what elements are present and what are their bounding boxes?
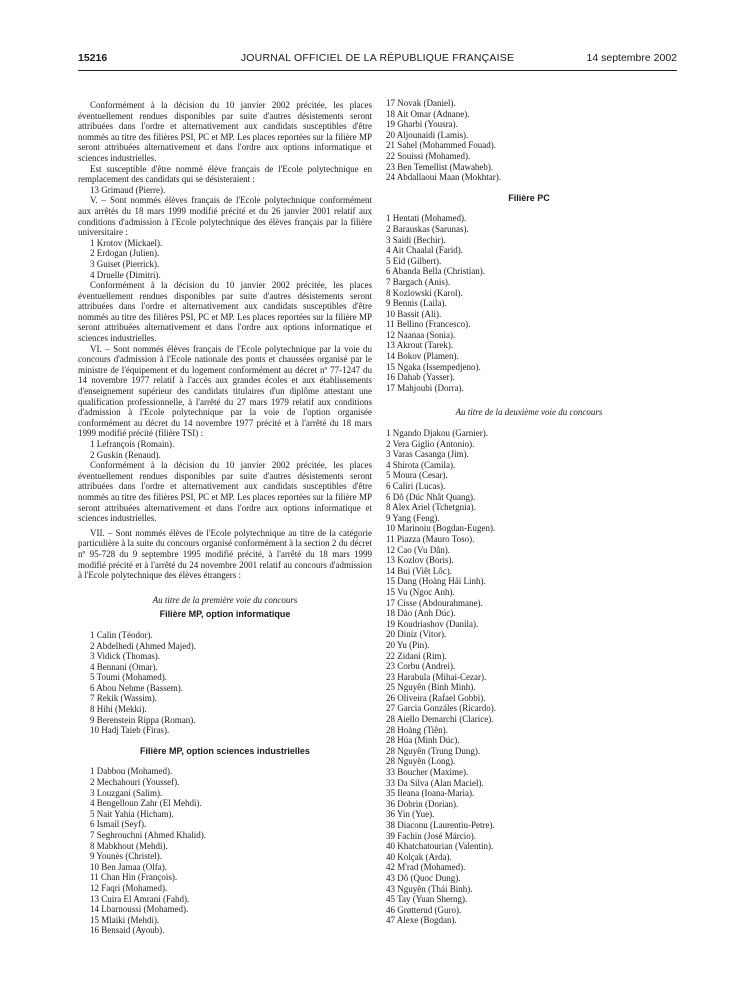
list-item: 22 Souissi (Mohamed). bbox=[386, 150, 471, 161]
list-item: 4 Bengelloun Zahr (El Mehdi). bbox=[90, 798, 202, 809]
list-item: 20 Aljounaidi (Lamis). bbox=[386, 129, 469, 140]
list-item: 2 Barauskas (Sarunas). bbox=[386, 223, 469, 234]
list-item: 16 Dahab (Yasser). bbox=[386, 372, 455, 383]
section-heading: Filière MP, option informatique bbox=[159, 609, 291, 620]
list-item: 47 Alexe (Bogdan). bbox=[386, 915, 457, 926]
section-heading: Filière PC bbox=[508, 192, 550, 203]
list-item: 39 Fachin (José Márcio). bbox=[386, 830, 476, 841]
list-item: 5 Moura (Cesar). bbox=[386, 470, 448, 481]
list-item: 36 Dobrin (Dorian). bbox=[386, 798, 459, 809]
list-item: 23 Corbu (Andrei). bbox=[386, 661, 456, 672]
list-item: 17 Novak (Daniel). bbox=[386, 98, 456, 108]
list-item: 8 Alex Ariel (Tchetgnia). bbox=[386, 502, 476, 513]
list-item: 15 Ngaka (Issempedjeno). bbox=[386, 361, 481, 372]
list-item: 2 Mechahouri (Youssef). bbox=[90, 777, 180, 788]
list bbox=[386, 213, 672, 393]
list bbox=[386, 428, 672, 926]
list bbox=[78, 766, 372, 936]
list-item: 25 Nguyên (Binh Minh). bbox=[386, 682, 476, 693]
list-item: 17 Cisse (Abdourahmane). bbox=[386, 597, 483, 608]
list-item: 40 Kolçak (Arda). bbox=[386, 851, 452, 862]
list-item: 6 Caliri (Lucas). bbox=[386, 481, 446, 491]
list-item: 35 Ileana (Ioana-Maria). bbox=[386, 788, 475, 799]
list-item: 17 Mahjoubi (Dorra). bbox=[386, 382, 464, 393]
list-item: 14 Bui (Viêt Lôc). bbox=[386, 565, 452, 576]
list-item: 40 Khatchatourian (Valentin). bbox=[386, 841, 494, 852]
left-column bbox=[78, 100, 372, 936]
list-item: 9 Yang (Feng). bbox=[386, 512, 440, 523]
list-item: 26 Oliveira (Rafael Gobbi). bbox=[386, 692, 486, 703]
paragraph: Conformément à la décision du 10 janvier 2002 précitée, les places éventuellement rendues disponibles par suite d'autres désistements seront attribuées dans l'ordre et alternativement aux candidats susceptibles d'être nommés au titre des filières PSI, PC et MP. Les places reportées sur la filière MP seront attribuées alternativement et dans l'ordre aux options informatique et sciences industrielles. bbox=[78, 280, 372, 344]
list-item: 20 Yu (Pin). bbox=[386, 639, 430, 650]
list-item: 2 Vera Giglio (Antonio). bbox=[386, 438, 475, 449]
section-heading: Au titre de la deuxième voie du concours bbox=[455, 407, 603, 418]
list bbox=[78, 185, 372, 196]
list-item: 7 Rekik (Wassim). bbox=[90, 693, 158, 704]
list-item: 3 Louzgani (Salim). bbox=[90, 787, 163, 798]
page-header bbox=[78, 52, 677, 68]
list-item: 3 Vidick (Thomas). bbox=[90, 651, 161, 662]
list-item: 43 Dô (Quoc Dung). bbox=[386, 872, 461, 883]
list-item: 6 Abou Nehme (Bassem). bbox=[90, 682, 183, 693]
list-item: 3 Varas Casanga (Jim). bbox=[386, 449, 469, 460]
list-item: 1 Calin (Téodor). bbox=[90, 629, 153, 640]
list-item: 42 M'rad (Mohamed). bbox=[386, 862, 466, 873]
list-item: 28 Hoàng (Tiên). bbox=[386, 724, 448, 735]
list-item: 5 Nait Yahia (Hicham). bbox=[90, 808, 174, 819]
list-item: 23 Ben Temellist (Mawaheb). bbox=[386, 161, 494, 172]
list-item: 7 Seghrouchni (Ahmed Khalid). bbox=[90, 830, 206, 840]
paragraph: VI. – Sont nommés élèves français de l'Ecole polytechnique par la voie du concours d'admission à l'Ecole nationale des ponts et chaussées organisé par le ministre de l'équipement et du logement conformément au décret nº 77-1247 du 14 novembre 1977 relatif à l'accès aux grandes écoles et aux établissements d'enseignement supérieur des candidats titulaires d'un diplôme attestant une qualification professionnelle, à l'arrêté du 27 mars 1979 relatif aux conditions d'admission à l'Ecole polytechnique par la voie de l'option organisée conformément au décret du 14 novembre 1977 précité et à l'arrêté du 18 mars 1999 modifié précité (filière TSI) : bbox=[78, 343, 372, 439]
list-item: 11 Piazza (Mauro Toso). bbox=[386, 533, 475, 544]
list-item: 12 Faqri (Mohamed). bbox=[90, 882, 168, 893]
list-item: 27 Garcia Gonzáles (Ricardo). bbox=[386, 703, 496, 714]
paragraph: V. – Sont nommés élèves français de l'Ecole polytechnique conformément aux arrêtés du 18 mars 1999 modifié précité et du 26 janvier 2001 relatif aux conditions d'admission à l'Ecole polytechnique des élèves français par la filière universitaire : bbox=[78, 195, 372, 238]
list-item: 33 Da Silva (Alan Maciel). bbox=[386, 777, 484, 788]
list-item: 10 Bassit (Ali). bbox=[386, 308, 442, 319]
list-item: 7 Bargach (Anis). bbox=[386, 276, 451, 287]
right-column bbox=[386, 98, 672, 926]
list-item: 3 Guiset (Pierrick). bbox=[90, 258, 160, 269]
list-item: 18 Dào (Anh Dúc). bbox=[386, 608, 456, 619]
page-number: 15216 bbox=[78, 52, 108, 64]
list bbox=[78, 238, 372, 280]
list-item: 20 Diniz (Vitor). bbox=[386, 629, 447, 640]
list-item: 15 Dang (Hoàng Hái Linh). bbox=[386, 576, 486, 587]
list-item: 2 Guskin (Renaud). bbox=[90, 449, 161, 460]
list-item: 8 Mabkhout (Mehdi). bbox=[90, 840, 168, 851]
list-item: 9 Bennis (Laila). bbox=[386, 298, 447, 309]
list-item: 16 Bensaid (Ayoub). bbox=[90, 925, 165, 936]
list-item: 45 Tay (Yuan Sherng). bbox=[386, 894, 468, 905]
list-item: 2 Abdelhedi (Ahmed Majed). bbox=[90, 640, 196, 651]
list-item: 8 Kozlowski (Karol). bbox=[386, 287, 463, 298]
list-item: 11 Bellino (Francesco). bbox=[386, 319, 471, 330]
list-item: 36 Yin (Yue). bbox=[386, 809, 435, 820]
paragraph: Conformément à la décision du 10 janvier 2002 précitée, les places éventuellement rendues disponibles par suite d'autres désistements seront attribuées dans l'ordre et alternativement aux candidats susceptibles d'être nommés au titre des filières PSI, PC et MP. Les places reportées sur la filière MP seront attribuées alternativement et dans l'ordre aux options informatique et sciences industrielles. bbox=[78, 460, 372, 524]
list bbox=[386, 98, 672, 183]
list-item: 10 Marinoiu (Bogdan-Eugen). bbox=[386, 523, 496, 534]
list-item: 14 Bokov (Plamen). bbox=[386, 351, 459, 362]
list-item: 1 Dabbou (Mohamed). bbox=[90, 766, 173, 777]
list-item: 9 Berenstein Rippa (Roman). bbox=[90, 714, 196, 725]
list-item: 3 Saidi (Bechir). bbox=[386, 234, 446, 245]
list-item: 4 Druelle (Dimitri). bbox=[90, 269, 161, 280]
list-item: 9 Younès (Christel). bbox=[90, 851, 163, 862]
list-item: 19 Gharbi (Yousra). bbox=[386, 119, 458, 130]
list-item: 6 Dô (Dúc Nhât Quang). bbox=[386, 491, 476, 502]
list-item: 15 Vu (Ngoc Anh). bbox=[386, 586, 455, 597]
list-item: 38 Diaconu (Laurentiu-Petre). bbox=[386, 820, 495, 830]
header-rule bbox=[78, 70, 677, 71]
issue-date: 14 septembre 2002 bbox=[586, 52, 677, 64]
list-item: 13 Grimaud (Pierre). bbox=[90, 184, 166, 195]
paragraph: Conformément à la décision du 10 janvier 2002 précitée, les places éventuellement rendues disponibles par suite d'autres désistements seront attribuées dans l'ordre et alternativement aux candidats susceptibles d'être nommés au titre des filières PSI, PC et MP. Les places reportées sur la filière MP seront attribuées alternativement et dans l'ordre aux options informatique et sciences industrielles. bbox=[78, 100, 372, 163]
list-item: 1 Ngando Djakou (Garnier). bbox=[386, 428, 488, 439]
list-item: 28 Aiello Demarchi (Clarice). bbox=[386, 714, 494, 725]
list-item: 1 Lefrançois (Romain). bbox=[90, 439, 175, 449]
list-item: 12 Naanaa (Sonia). bbox=[386, 329, 456, 340]
paragraph: VII. – Sont nommés élèves de l'Ecole polytechnique au titre de la catégorie particulière à la suite du concours organisé conformément à la section 2 du décret nº 95-728 du 9 septembre 1995 modifié précité, à l'arrêté du 18 mars 1999 modifié précité et à l'arrêté du 24 novembre 2001 relatif au concours d'admission à l'Ecole polytechnique des élèves étrangers : bbox=[78, 527, 372, 581]
list-item: 15 Mlaiki (Mehdi). bbox=[90, 914, 160, 925]
list-item: 11 Chan Hin (François). bbox=[90, 872, 178, 883]
list-item: 4 Ait Chaalal (Farid). bbox=[386, 245, 463, 256]
list-item: 6 Ismail (Seyf). bbox=[90, 819, 147, 830]
section-heading: Au titre de la première voie du concours bbox=[152, 594, 298, 605]
list-item: 22 Zidani (Rim). bbox=[386, 650, 447, 661]
list-item: 28 Nguyên (Long). bbox=[386, 756, 456, 767]
paragraph: Est susceptible d'être nommé élève français de l'Ecole polytechnique en remplacement des candidats qui se désisteraient : bbox=[78, 163, 372, 185]
list-item: 24 Abdallaoui Maan (Mokhtar). bbox=[386, 172, 501, 183]
list-item: 8 Hihi (Mekki). bbox=[90, 704, 147, 715]
list-item: 21 Sahel (Mohammed Fouad). bbox=[386, 140, 496, 151]
list-item: 4 Bennani (Omar). bbox=[90, 661, 158, 672]
list-item: 23 Harabula (Mihai-Cezar). bbox=[386, 671, 487, 682]
list-item: 18 Ait Omar (Adnane). bbox=[386, 108, 470, 119]
list-item: 33 Boucher (Maxime). bbox=[386, 767, 469, 778]
list-item: 4 Shirota (Camila). bbox=[386, 459, 456, 470]
list-item: 46 Grøtterud (Guro). bbox=[386, 904, 462, 915]
list-item: 12 Cao (Vu Dân). bbox=[386, 544, 450, 555]
list-item: 19 Koudriashov (Danila). bbox=[386, 618, 479, 629]
journal-title: JOURNAL OFFICIEL DE LA RÉPUBLIQUE FRANÇAISE bbox=[240, 52, 515, 64]
list-item: 1 Hentati (Mohamed). bbox=[386, 213, 467, 224]
list-item: 13 Kozlov (Boris). bbox=[386, 555, 454, 566]
list-item: 28 Húa (Minh Dúc). bbox=[386, 735, 460, 746]
list-item: 5 Toumi (Mohamed). bbox=[90, 672, 167, 683]
list-item: 43 Nguyên (Thái Binh). bbox=[386, 883, 473, 894]
list-item: 10 Ben Jamaa (Olfa). bbox=[90, 861, 167, 872]
list-item: 10 Hadj Taieb (Firas). bbox=[90, 725, 170, 736]
list-item: 13 Cuira El Amrani (Fahd). bbox=[90, 893, 190, 904]
list-item: 5 Eid (Gilbert). bbox=[386, 255, 442, 266]
list-item: 13 Akrout (Tarek). bbox=[386, 340, 454, 351]
list bbox=[78, 630, 372, 736]
list-item: 6 Abanda Bella (Christian). bbox=[386, 266, 485, 277]
list-item: 14 Lbarnoussi (Mohamed). bbox=[90, 904, 189, 915]
list-item: 1 Krotov (Mickael). bbox=[90, 237, 163, 248]
section-heading: Filière MP, option sciences industrielles bbox=[140, 745, 310, 756]
list bbox=[78, 439, 372, 460]
list-item: 28 Nguyên (Trung Dung). bbox=[386, 745, 481, 756]
list-item: 2 Erdogan (Julien). bbox=[90, 248, 160, 259]
